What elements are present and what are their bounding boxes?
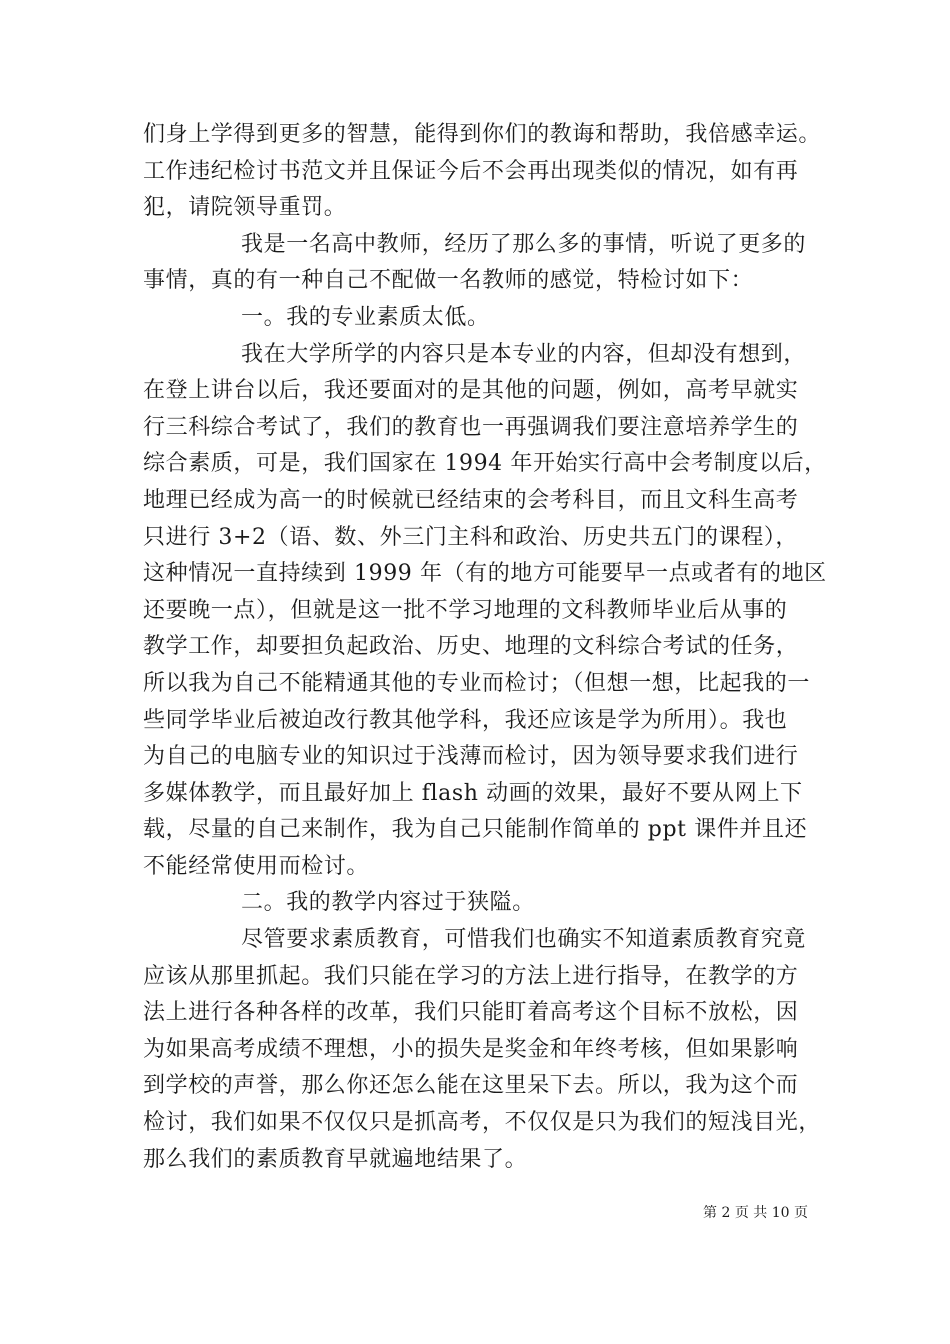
text-line: 多媒体教学，而且最好加上 flash 动画的效果，最好不要从网上下 (143, 780, 803, 806)
text-line: 为自己的电脑专业的知识过于浅薄而检讨，因为领导要求我们进行 (143, 744, 799, 770)
paragraph-start-line: 尽管要求素质教育，可惜我们也确实不知道素质教育究竟 (241, 927, 807, 953)
text-line: 教学工作，却要担负起政治、历史、地理的文科综合考试的任务， (143, 634, 799, 660)
text-line: 载，尽量的自己来制作，我为自己只能制作简单的 ppt 课件并且还 (143, 817, 808, 843)
text-line: 应该从那里抓起。我们只能在学习的方法上进行指导，在教学的方 (143, 963, 799, 989)
text-line: 不能经常使用而检讨。 (143, 853, 370, 879)
text-line: 们身上学得到更多的智慧，能得到你们的教诲和帮助，我倍感幸运。 (143, 122, 822, 147)
text-line: 事情，真的有一种自己不配做一名教师的感觉，特检讨如下： (143, 268, 754, 294)
text-line: 行三科综合考试了，我们的教育也一再强调我们要注意培养学生的 (143, 414, 799, 440)
text-line: 工作违纪检讨书范文并且保证今后不会再出现类似的情况，如有再 (143, 158, 799, 184)
body-text (143, 117, 827, 1178)
text-line: 为如果高考成绩不理想，小的损失是奖金和年终考核，但如果影响 (143, 1036, 799, 1062)
text-line: 所以我为自己不能精通其他的专业而检讨；（但想一想，比起我的一 (143, 670, 811, 696)
text-line: 法上进行各种各样的改革，我们只能盯着高考这个目标不放松，因 (143, 1000, 799, 1026)
paragraph-start-line: 我在大学所学的内容只是本专业的内容，但却没有想到， (241, 341, 807, 367)
text-line: 到学校的声誉，那么你还怎么能在这里呆下去。所以，我为这个而 (143, 1073, 799, 1099)
page-number-footer: 第 2 页 共 10 页 (703, 1205, 808, 1221)
section-heading-two: 二。我的教学内容过于狭隘。 (241, 890, 535, 916)
text-line: 犯，请院领导重罚。 (143, 195, 347, 221)
section-heading-one: 一。我的专业素质太低。 (241, 304, 490, 330)
text-line: 还要晚一点），但就是这一批不学习地理的文科教师毕业后从事的 (143, 597, 788, 623)
text-line: 地理已经成为高一的时候就已经结束的会考科目，而且文科生高考 (143, 487, 799, 513)
text-line: 综合素质，可是，我们国家在 1994 年开始实行高中会考制度以后， (143, 451, 827, 477)
text-line: 些同学毕业后被迫改行教其他学科，我还应该是学为所用）。我也 (143, 707, 788, 733)
text-line: 在登上讲台以后，我还要面对的是其他的问题，例如，高考早就实 (143, 378, 799, 404)
text-line: 这种情况一直持续到 1999 年（有的地方可能要早一点或者有的地区 (143, 561, 827, 587)
text-line: 检讨，我们如果不仅仅只是抓高考，不仅仅是只为我们的短浅目光， (143, 1110, 822, 1136)
text-line: 那么我们的素质教育早就遍地结果了。 (143, 1146, 528, 1172)
text-line: 只进行 3+2（语、数、外三门主科和政治、历史共五门的课程）， (143, 524, 799, 550)
paragraph-start-line: 我是一名高中教师，经历了那么多的事情，听说了更多的 (241, 231, 807, 257)
